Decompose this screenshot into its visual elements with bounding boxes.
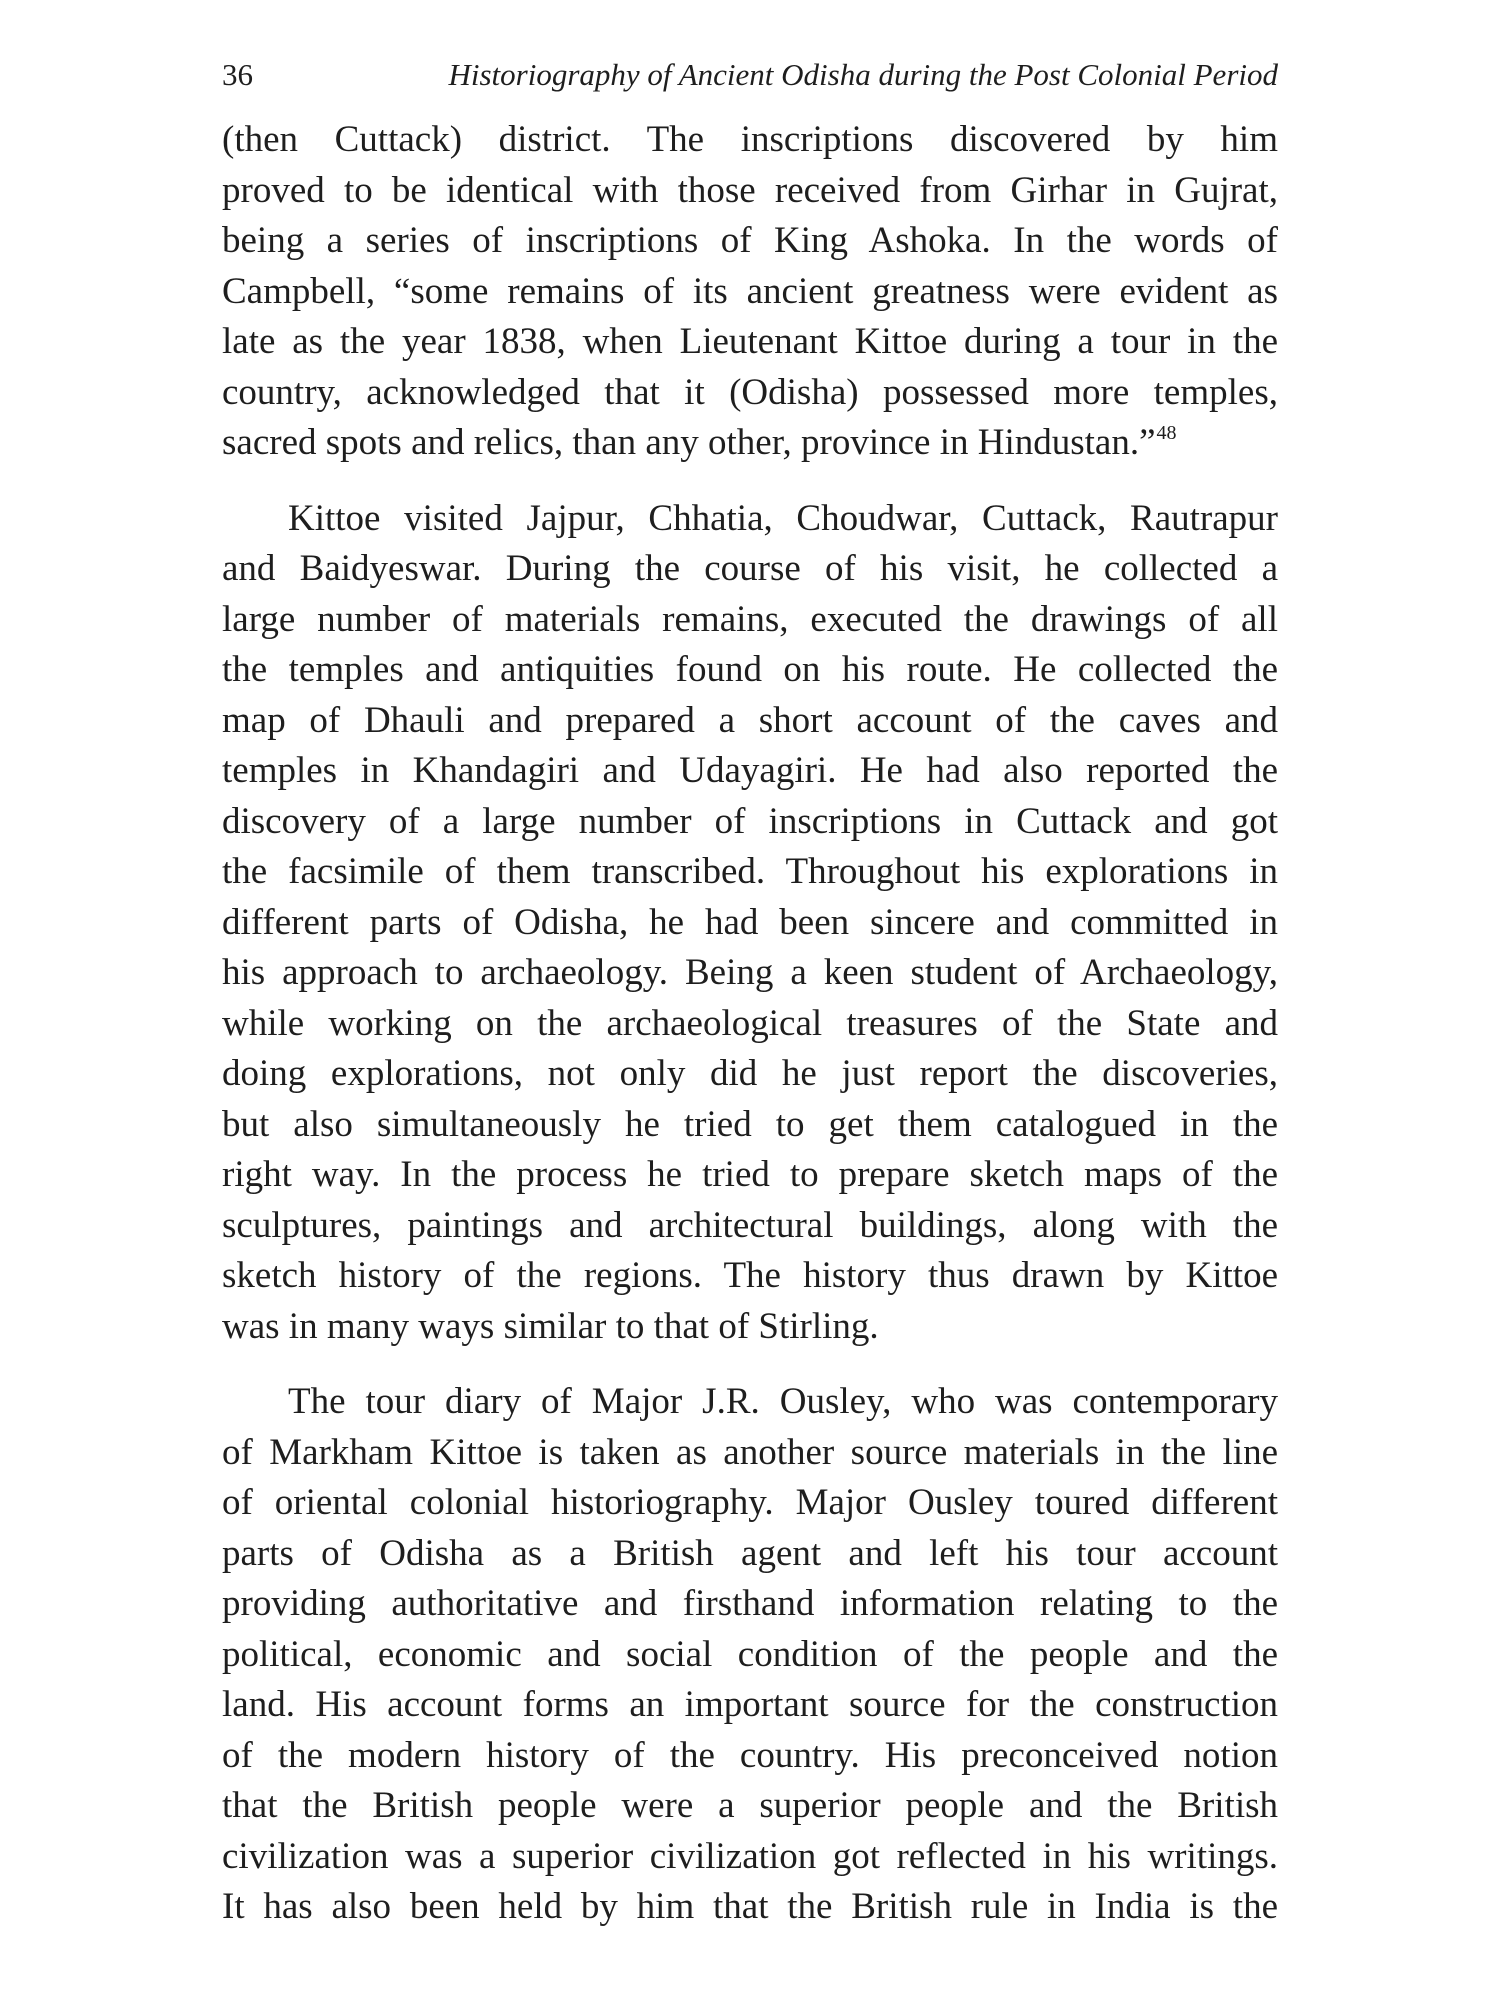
text-line: parts of Odisha as a British agent and left his tour account: [222, 1532, 1278, 1574]
text-line: providing authoritative and firsthand information relating to the: [222, 1583, 1278, 1624]
text-line: right way. In the process he tried to prepare sketch maps of the: [222, 1154, 1278, 1195]
text-line: land. His account forms an important source for the construction: [222, 1684, 1278, 1725]
text-line: that the British people were a superior people and the British: [222, 1785, 1278, 1826]
paragraph-2: [222, 494, 1278, 1353]
text-line: of Markham Kittoe is taken as another source materials in the line: [222, 1431, 1278, 1473]
text-line: the temples and antiquities found on his route. He collected the: [222, 649, 1278, 690]
text-line: Campbell, “some remains of its ancient greatness were evident as: [222, 270, 1278, 312]
text-line: of oriental colonial historiography. Major Ousley toured different: [222, 1482, 1278, 1523]
text-line: discovery of a large number of inscriptions in Cuttack and got: [222, 800, 1278, 842]
text-line-with-footnote: [222, 418, 1278, 469]
paragraph-3: [222, 1377, 1278, 1933]
text-line: his approach to archaeology. Being a keen student of Archaeology,: [222, 952, 1278, 993]
text-line: sacred spots and relics, than any other, province in Hindustan.”: [222, 422, 1156, 463]
body-text: [222, 115, 1278, 1933]
text-line: It has also been held by him that the British rule in India is the: [222, 1886, 1278, 1927]
page-number: 36: [222, 57, 253, 92]
text-line: sketch history of the regions. The history thus drawn by Kittoe: [222, 1255, 1278, 1296]
text-line: the facsimile of them transcribed. Throughout his explorations in: [222, 851, 1278, 892]
text-line: civilization was a superior civilization got reflected in his writings.: [222, 1835, 1278, 1877]
text-line: while working on the archaeological treasures of the State and: [222, 1002, 1278, 1044]
text-line: being a series of inscriptions of King Ashoka. In the words of: [222, 220, 1278, 261]
text-line: large number of materials remains, executed the drawings of all: [222, 598, 1278, 640]
text-line: proved to be identical with those received from Girhar in Gujrat,: [222, 169, 1278, 211]
text-line: late as the year 1838, when Lieutenant Kittoe during a tour in the: [222, 321, 1278, 362]
text-line: temples in Khandagiri and Udayagiri. He had also reported the: [222, 750, 1278, 791]
footnote-reference[interactable]: 48: [1156, 422, 1177, 444]
text-line: different parts of Odisha, he had been sincere and committed in: [222, 901, 1278, 943]
text-line: The tour diary of Major J.R. Ousley, who was contemporary: [288, 1381, 1278, 1422]
running-head: [222, 50, 1278, 100]
text-line: sculptures, paintings and architectural buildings, along with the: [222, 1204, 1278, 1246]
text-line: (then Cuttack) district. The inscriptions discovered by him: [222, 119, 1278, 160]
text-line: country, acknowledged that it (Odisha) possessed more temples,: [222, 371, 1278, 413]
paragraph-1: [222, 115, 1278, 469]
text-line: map of Dhauli and prepared a short account of the caves and: [222, 699, 1278, 741]
text-line: doing explorations, not only did he just report the discoveries,: [222, 1053, 1278, 1094]
text-line: political, economic and social condition of the people and the: [222, 1633, 1278, 1675]
running-title: Historiography of Ancient Odisha during the Post Colonial Period: [448, 57, 1278, 92]
text-line: but also simultaneously he tried to get them catalogued in the: [222, 1103, 1278, 1145]
text-line: was in many ways similar to that of Stirling.: [222, 1305, 879, 1347]
text-line: Kittoe visited Jajpur, Chhatia, Choudwar, Cuttack, Rautrapur: [288, 497, 1278, 539]
text-line: and Baidyeswar. During the course of his visit, he collected a: [222, 548, 1278, 589]
text-line: of the modern history of the country. His preconceived notion: [222, 1734, 1278, 1776]
